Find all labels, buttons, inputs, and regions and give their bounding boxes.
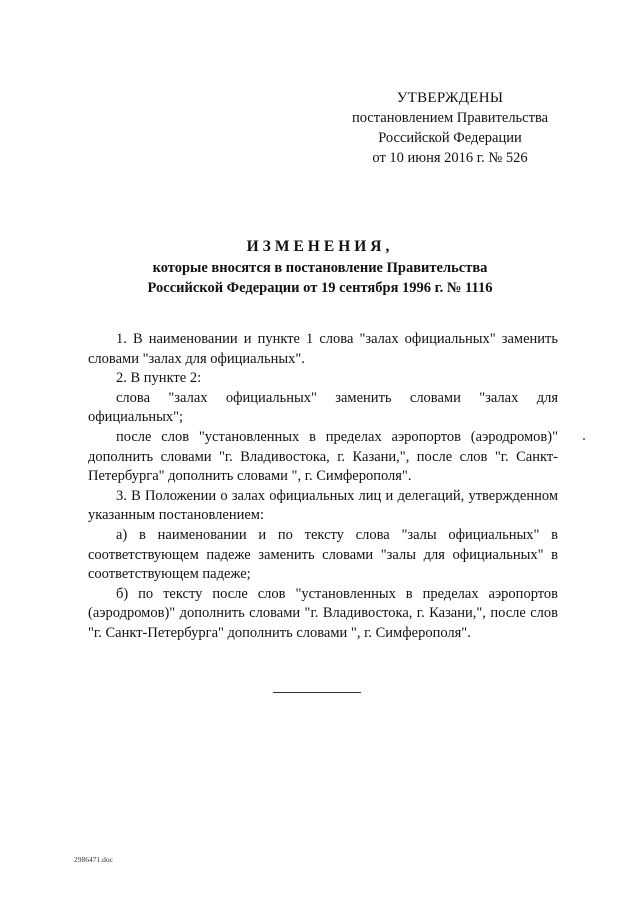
approval-line-2: Российской Федерации [378, 130, 522, 146]
approval-line-3: от 10 июня 2016 г. № 526 [372, 150, 528, 166]
approval-line-1: постановлением Правительства [351, 110, 549, 126]
document-body [88, 330, 558, 644]
paragraph-6: а) в наименовании и по тексту слова "залы официальных" в соответствующем падеже заменить словами "залы для официальных" в соответствующем падеже; [88, 526, 558, 583]
document-subtitle-1: которые вносятся в постановление Правительства [152, 260, 488, 276]
approval-title: УТВЕРЖДЕНЫ [396, 90, 504, 106]
paragraph-1: 1. В наименовании и пункте 1 слова "залах официальных" заменить словами "залах для официальных". [88, 331, 558, 367]
closing-rule [273, 692, 361, 693]
approval-block [340, 88, 560, 168]
paragraph-5: 3. В Положении о залах официальных лиц и делегаций, утвержденном указанным постановлением: [88, 487, 558, 524]
footer-doc-id: 2986471.doc [74, 855, 113, 864]
scan-speck [583, 438, 585, 440]
paragraph-7: б) по тексту после слов "установленных в пределах аэропортов (аэродромов)" дополнить словами "г. Владивостока, г. Казани,", после слов "г. Санкт-Петербурга" дополнить словами ", г. Симферополя". [88, 585, 558, 641]
document-heading [80, 236, 560, 298]
paragraph-2: 2. В пункте 2: [116, 370, 202, 387]
paragraph-3: слова "залах официальных" заменить словами "залах для официальных"; [88, 389, 558, 426]
document-subtitle-2: Российской Федерации от 19 сентября 1996 г. № 1116 [147, 280, 493, 296]
paragraph-4: после слов "установленных в пределах аэропортов (аэродромов)" дополнить словами "г. Владивостока, г. Казани,", после слов "г. Санкт-Петербурга" дополнить словами ", г. Симферополя". [88, 428, 558, 485]
document-title: ИЗМЕНЕНИЯ, [246, 238, 394, 255]
